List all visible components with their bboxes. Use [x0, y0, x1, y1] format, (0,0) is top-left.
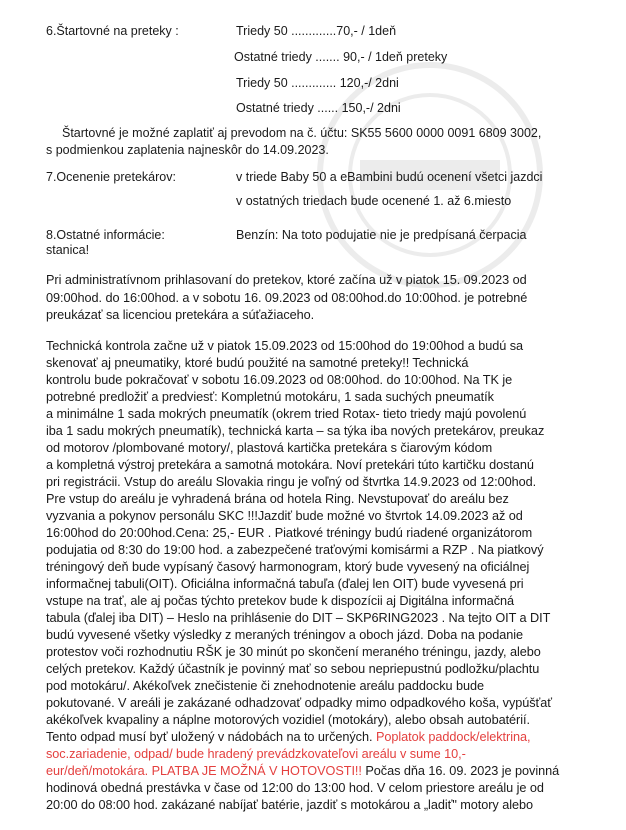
technical-line: od motorov /plombované motory/, plastová kartička pretekára s čiarovým kódom [46, 441, 493, 455]
registration-line: 09:00hod. do 16:00hod. a v sobotu 16. 09.2023 od 08:00hod.do 10:00hod. je potrebné [46, 291, 528, 305]
technical-line: Technická kontrola začne už v piatok 15.09.2023 od 15:00hod do 19:00hod a budú sa [46, 339, 524, 353]
technical-line-mixed [46, 730, 530, 744]
technical-line: celých pretekov. Každý účastník je povinný mať so sebou nepriepustnú podložku/plachtu [46, 662, 540, 676]
fees-heading: 6.Štartovné na preteky : [46, 24, 179, 38]
awards-line: v triede Baby 50 a eBambini budú ocenení všetci jazdci [236, 170, 543, 184]
technical-line: vyzvania a pokynov personálu SKC !!!Jazdiť bude možné vo štvrtok 14.09.2023 až od [46, 509, 523, 523]
technical-line: pri registrácii. Vstup do areálu Slovakia ringu je voľný od štvrtka 14.9.2023 od 12:00hod. [46, 475, 537, 489]
paddock-fee-note: soc.zariadenie, odpad/ bude hradený prevádzkovateľovi areálu v sume 10,- [46, 747, 466, 761]
registration-line: preukázať sa licenciou pretekára a súťažiaceho. [46, 308, 315, 322]
other-heading-continued: stanica! [46, 243, 90, 257]
technical-line: protestov voči rozhodnutiu RŠK je 30 minút po skončení meraného tréningu, jazdy, alebo [46, 645, 541, 659]
technical-line: pokutované. V areáli je zakázané odhadzovať odpadky mimo odpadkového koša, vypúšťať [46, 696, 552, 710]
technical-line-mixed [46, 764, 559, 778]
benzin-note: Benzín: Na toto podujatie nie je predpísaná čerpacia [236, 228, 527, 242]
fee-row: Ostatné triedy ...... 150,-/ 2dni [236, 101, 401, 115]
technical-line: informačnej tabuli(OIT). Oficiálna informačná tabuľa (ďalej len OIT) bude vyvesená pri [46, 577, 524, 591]
awards-line: v ostatných triedach bude ocenené 1. až 6.miesto [236, 194, 512, 208]
technical-line: vstupe na trať, ale aj počas týchto pretekov bude k dispozícii aj Digitálna informačná [46, 594, 515, 608]
technical-line: a minimálne 1 sada mokrých pneumatík (okrem tried Rotax- tieto triedy majú povolenú [46, 407, 527, 421]
technical-line: 20:00 do 08:00 hod. zakázané nabíjať batérie, jazdiť s motokárou a „ladiť" motory alebo [46, 798, 533, 812]
technical-line: tabula (ďalej iba DIT) – Heslo na prihlásenie do DIT – SKP6RING2023 . Na tejto OIT a DIT [46, 611, 551, 625]
technical-line: kontrolu bude pokračovať v sobotu 16.09.2023 od 08:00hod. do 10:00hod. Na TK je [46, 373, 513, 387]
technical-line: budú vyvesené všetky výsledky z meraných tréningov a oboch jázd. Doba na podanie [46, 628, 523, 642]
technical-line: a kompletná výstroj pretekára a samotná motokára. Noví pretekári túto kartičku dostanú [46, 458, 534, 472]
technical-line: akékoľvek kvapaliny a náplne motorových vozidiel (motokáry), alebo obsah autobatérií. [46, 713, 530, 727]
technical-line: 16:00hod do 20:00hod.Cena: 25,- EUR . Piatkové tréningy budú riadené organizátorom [46, 526, 533, 540]
waste-note: Tento odpad musí byť uložený v nádobách na to určených. [46, 730, 373, 744]
technical-line: Pre vstup do areálu je vyhradená brána od hotela Ring. Nevstupovať do areálu bez [46, 492, 509, 506]
paddock-fee-note: Poplatok paddock/elektrina, [372, 730, 531, 744]
fee-row: Triedy 50 .............70,- / 1deň [236, 24, 397, 38]
technical-line: pod motokáru/. Akékoľvek znečistenie či znehodnotenie areálu paddocku bude [46, 679, 485, 693]
technical-line: hodinová obedná prestávka v čase od 12:00 do 13:00 hod. V celom priestore areálu je od [46, 781, 544, 795]
lunch-break-note: Počas dňa 16. 09. 2023 je povinná [361, 764, 560, 778]
technical-line: potrebné predložiť a predviesť: Kompletnú motokáru, 1 sada suchých pneumatík [46, 390, 494, 404]
registration-line: Pri administratívnom prihlasovaní do pretekov, ktoré začína už v piatok 15. 09.2023 od [46, 273, 527, 287]
fee-row: Ostatné triedy ....... 90,- / 1deň preteky [234, 50, 448, 64]
cash-payment-note: eur/deň/motokára. PLATBA JE MOŽNÁ V HOTOVOSTI!! [46, 764, 362, 778]
technical-line: podujatia od 8:30 do 19:00 hod. a zabezpečené traťovými komisármi a RZP . Na piatkový [46, 543, 544, 557]
technical-line: skenovať aj pneumatiky, ktoré budú použité na samotné preteky!! Technická [46, 356, 469, 370]
other-heading: 8.Ostatné informácie: [46, 228, 165, 242]
technical-line: tréningový deň bude vypísaný časový harmonogram, ktorý bude vyvesený na oficiálnej [46, 560, 530, 574]
fee-row: Triedy 50 ............. 120,-/ 2dni [236, 76, 399, 90]
payment-deadline: s podmienkou zaplatenia najneskôr do 14.09.2023. [46, 143, 329, 157]
awards-heading: 7.Ocenenie pretekárov: [46, 170, 176, 184]
technical-line: iba 1 sadu mokrých pneumatík), technická karta – sa týka iba nových pretekárov, preukaz [46, 424, 545, 438]
payment-line: Štartovné je možné zaplatiť aj prevodom na č. účtu: SK55 5600 0000 0091 6809 3002, [62, 126, 542, 140]
